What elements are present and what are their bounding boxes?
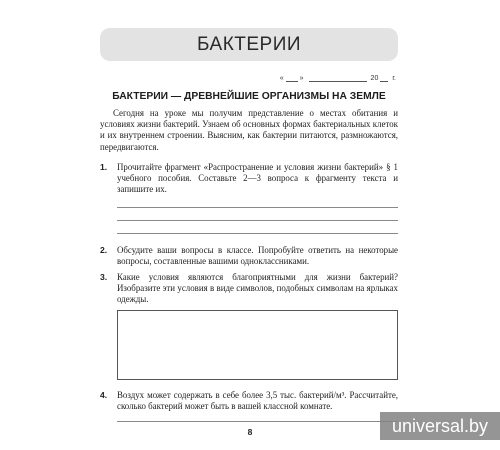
task-3 <box>100 272 398 306</box>
answer-line[interactable] <box>117 421 398 422</box>
task-number: 3. <box>100 272 108 282</box>
task-text: Какие условия являются благоприятными для жизни бактерий? Изобразите эти условия в виде символов, подобных символам на ярлыках одежды. <box>117 272 398 305</box>
task-text: Обсудите ваши вопросы в классе. Попробуйте ответить на некоторые вопросы, составленные вашими одноклассниками. <box>117 245 398 267</box>
task-4 <box>100 390 398 412</box>
answer-line[interactable] <box>117 233 398 234</box>
intro-paragraph: Сегодня на уроке мы получим представление о местах обитания и условиях жизни бактерий. Узнаем об основных формах бактериальных клеток и их внутреннем строении. Выясним, как бактерии питаются, размножаются, передвигаются. <box>100 108 398 152</box>
date-quote-close: » <box>299 75 304 82</box>
answer-line[interactable] <box>117 207 398 208</box>
page-number: 8 <box>247 427 253 437</box>
answer-line[interactable] <box>117 220 398 221</box>
year-prefix: 20 <box>370 75 379 82</box>
day-blank[interactable] <box>286 74 298 82</box>
task-number: 4. <box>100 390 108 400</box>
task-text: Прочитайте фрагмент «Распространение и условия жизни бактерий» § 1 учебного пособия. Составьте 2—3 вопроса к фрагменту текста и запишите их. <box>117 162 398 195</box>
date-quote-open: « <box>279 75 284 82</box>
lesson-heading: БАКТЕРИИ — ДРЕВНЕЙШИЕ ОРГАНИЗМЫ НА ЗЕМЛЕ <box>112 91 386 102</box>
date-line <box>280 74 396 82</box>
chapter-title: БАКТЕРИИ <box>196 33 302 55</box>
year-suffix: г. <box>392 75 396 82</box>
task-1 <box>100 162 398 196</box>
watermark: universal.by <box>380 412 500 440</box>
task-number: 1. <box>100 162 108 172</box>
drawing-answer-box[interactable] <box>117 310 398 380</box>
task-2 <box>100 245 398 267</box>
chapter-banner <box>100 28 398 61</box>
year-blank[interactable] <box>380 74 388 82</box>
task-number: 2. <box>100 245 108 255</box>
task-text: Воздух может содержать в себе более 3,5 тыс. бактерий/м³. Рассчитайте, сколько бактерий может быть в вашей классной комнате. <box>117 390 398 412</box>
month-blank[interactable] <box>309 74 367 82</box>
